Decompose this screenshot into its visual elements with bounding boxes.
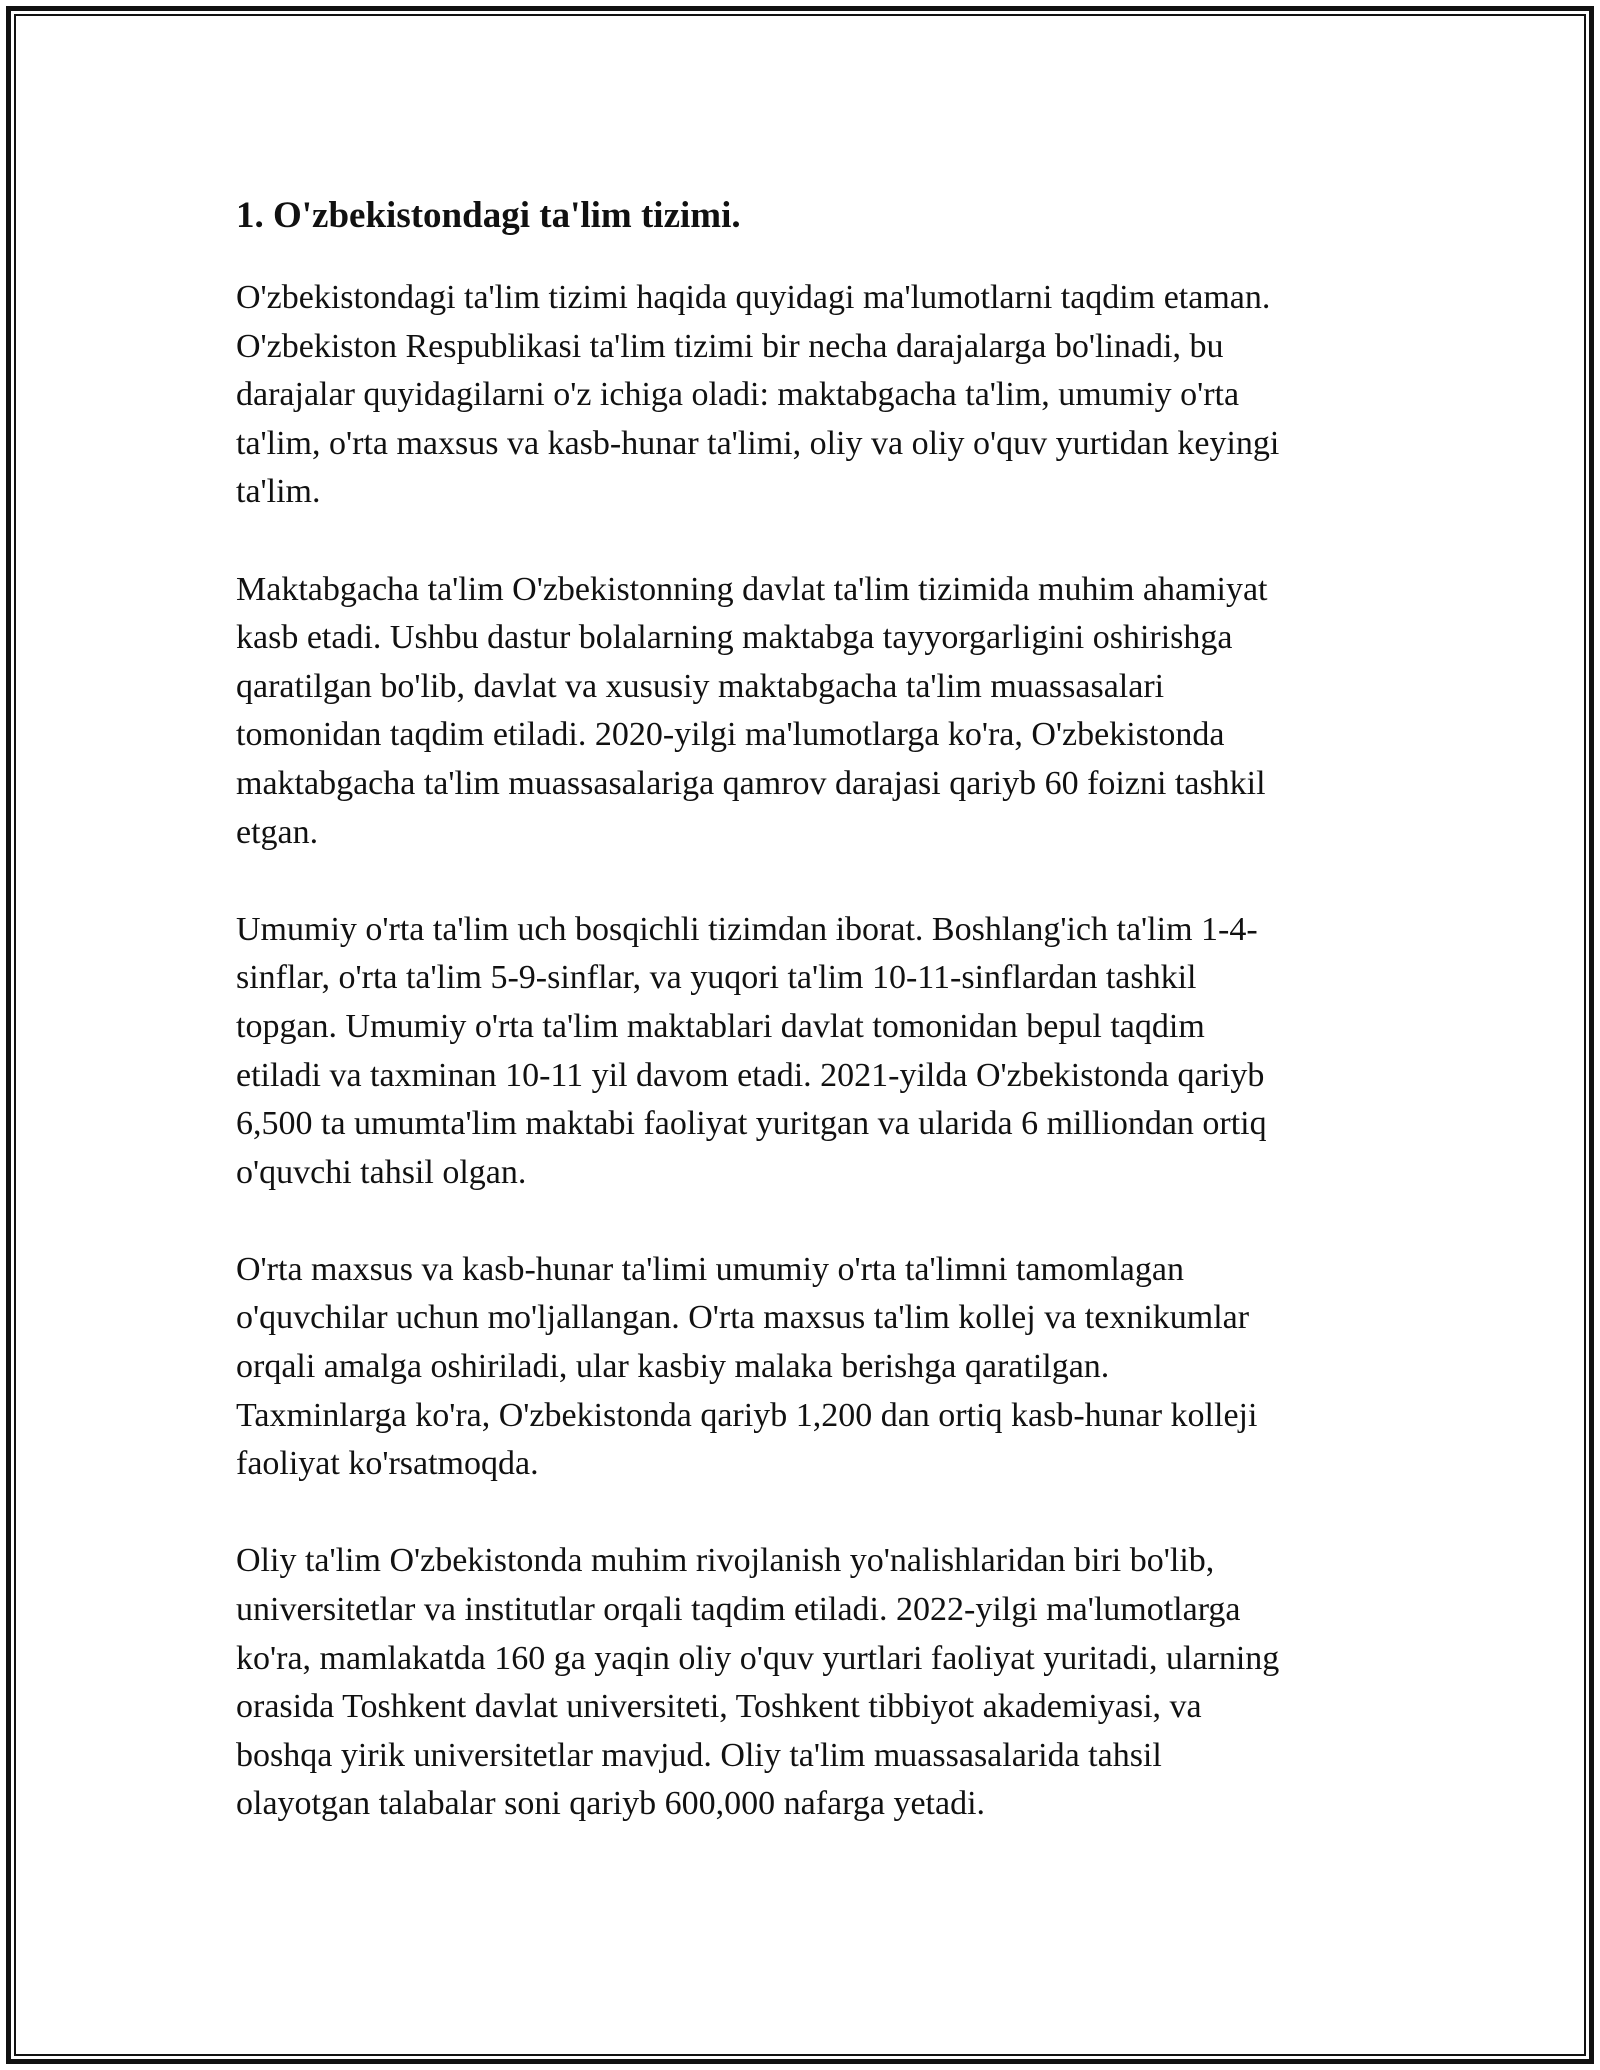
paragraph-line: O'zbekiston Respublikasi ta'lim tizimi bir necha darajalarga bo'linadi, bu: [236, 327, 1224, 365]
paragraph-line: O'zbekistondagi ta'lim tizimi haqida quyidagi ma'lumotlarni taqdim etaman.: [236, 279, 1271, 316]
document-title: 1. O'zbekistondagi ta'lim tizimi.: [236, 195, 741, 236]
paragraph-line: faoliyat ko'rsatmoqda.: [236, 1445, 539, 1483]
paragraph-line: sinflar, o'rta ta'lim 5-9-sinflar, va yuqori ta'lim 10-11-sinflardan tashkil: [236, 959, 1197, 997]
paragraph-line: tomonidan taqdim etiladi. 2020-yilgi ma'lumotlarga ko'ra, O'zbekistonda: [236, 716, 1225, 754]
paragraph-line: ta'lim.: [236, 473, 321, 511]
paragraph-line: topgan. Umumiy o'rta ta'lim maktablari davlat tomonidan bepul taqdim: [236, 1007, 1205, 1045]
paragraph-general-secondary: [236, 906, 1366, 1198]
paragraph-line: Taxminlarga ko'ra, O'zbekistonda qariyb 1,200 dan ortiq kasb-hunar kolleji: [236, 1396, 1258, 1434]
paragraph-line: ta'lim, o'rta maxsus va kasb-hunar ta'limi, oliy va oliy o'quv yurtidan keyingi: [236, 424, 1280, 462]
paragraph-line: etgan.: [236, 813, 319, 851]
paragraph-line: ko'ra, mamlakatda 160 ga yaqin oliy o'quv yurtlari faoliyat yuritadi, ularning: [236, 1639, 1280, 1677]
paragraph-intro: [236, 274, 1366, 517]
paragraph-line: Oliy ta'lim O'zbekistonda muhim rivojlanish yo'nalishlaridan biri bo'lib,: [236, 1542, 1215, 1580]
paragraph-line: o'quvchi tahsil olgan.: [236, 1153, 527, 1191]
paragraph-line: Umumiy o'rta ta'lim uch bosqichli tizimdan iborat. Boshlang'ich ta'lim 1-4-: [236, 910, 1258, 948]
paragraph-line: Maktabgacha ta'lim O'zbekistonning davlat ta'lim tizimida muhim ahamiyat: [236, 570, 1268, 608]
paragraph-line: universitetlar va institutlar orqali taqdim etiladi. 2022-yilgi ma'lumotlarga: [236, 1591, 1241, 1629]
paragraph-line: olayotgan talabalar soni qariyb 600,000 nafarga yetadi.: [236, 1785, 986, 1823]
paragraph-line: 6,500 ta umumta'lim maktabi faoliyat yuritgan va ularida 6 milliondan ortiq: [236, 1105, 1267, 1143]
paragraph-line: maktabgacha ta'lim muassasalariga qamrov darajasi qariyb 60 foizni tashkil: [236, 764, 1266, 802]
paragraph-line: etiladi va taxminan 10-11 yil davom etadi. 2021-yilda O'zbekistonda qariyb: [236, 1056, 1265, 1094]
paragraph-line: boshqa yirik universitetlar mavjud. Oliy ta'lim muassasalarida tahsil: [236, 1736, 1162, 1774]
paragraph-line: orasida Toshkent davlat universiteti, Toshkent tibbiyot akademiyasi, va: [236, 1688, 1202, 1726]
document-body: [236, 186, 1366, 1878]
paragraph-preschool: [236, 566, 1366, 858]
paragraph-line: O'rta maxsus va kasb-hunar ta'limi umumiy o'rta ta'limni tamomlagan: [236, 1250, 1184, 1288]
paragraph-line: kasb etadi. Ushbu dastur bolalarning maktabga tayyorgarligini oshirishga: [236, 619, 1233, 657]
paragraph-line: darajalar quyidagilarni o'z ichiga oladi: maktabgacha ta'lim, umumiy o'rta: [236, 376, 1240, 414]
paragraph-line: o'quvchilar uchun mo'ljallangan. O'rta maxsus ta'lim kollej va texnikumlar: [236, 1299, 1250, 1337]
paragraph-vocational: [236, 1246, 1366, 1489]
paragraph-higher-education: [236, 1537, 1366, 1829]
paragraph-line: orqali amalga oshiriladi, ular kasbiy malaka berishga qaratilgan.: [236, 1348, 1110, 1386]
paragraph-line: qaratilgan bo'lib, davlat va xususiy maktabgacha ta'lim muassasalari: [236, 667, 1165, 705]
